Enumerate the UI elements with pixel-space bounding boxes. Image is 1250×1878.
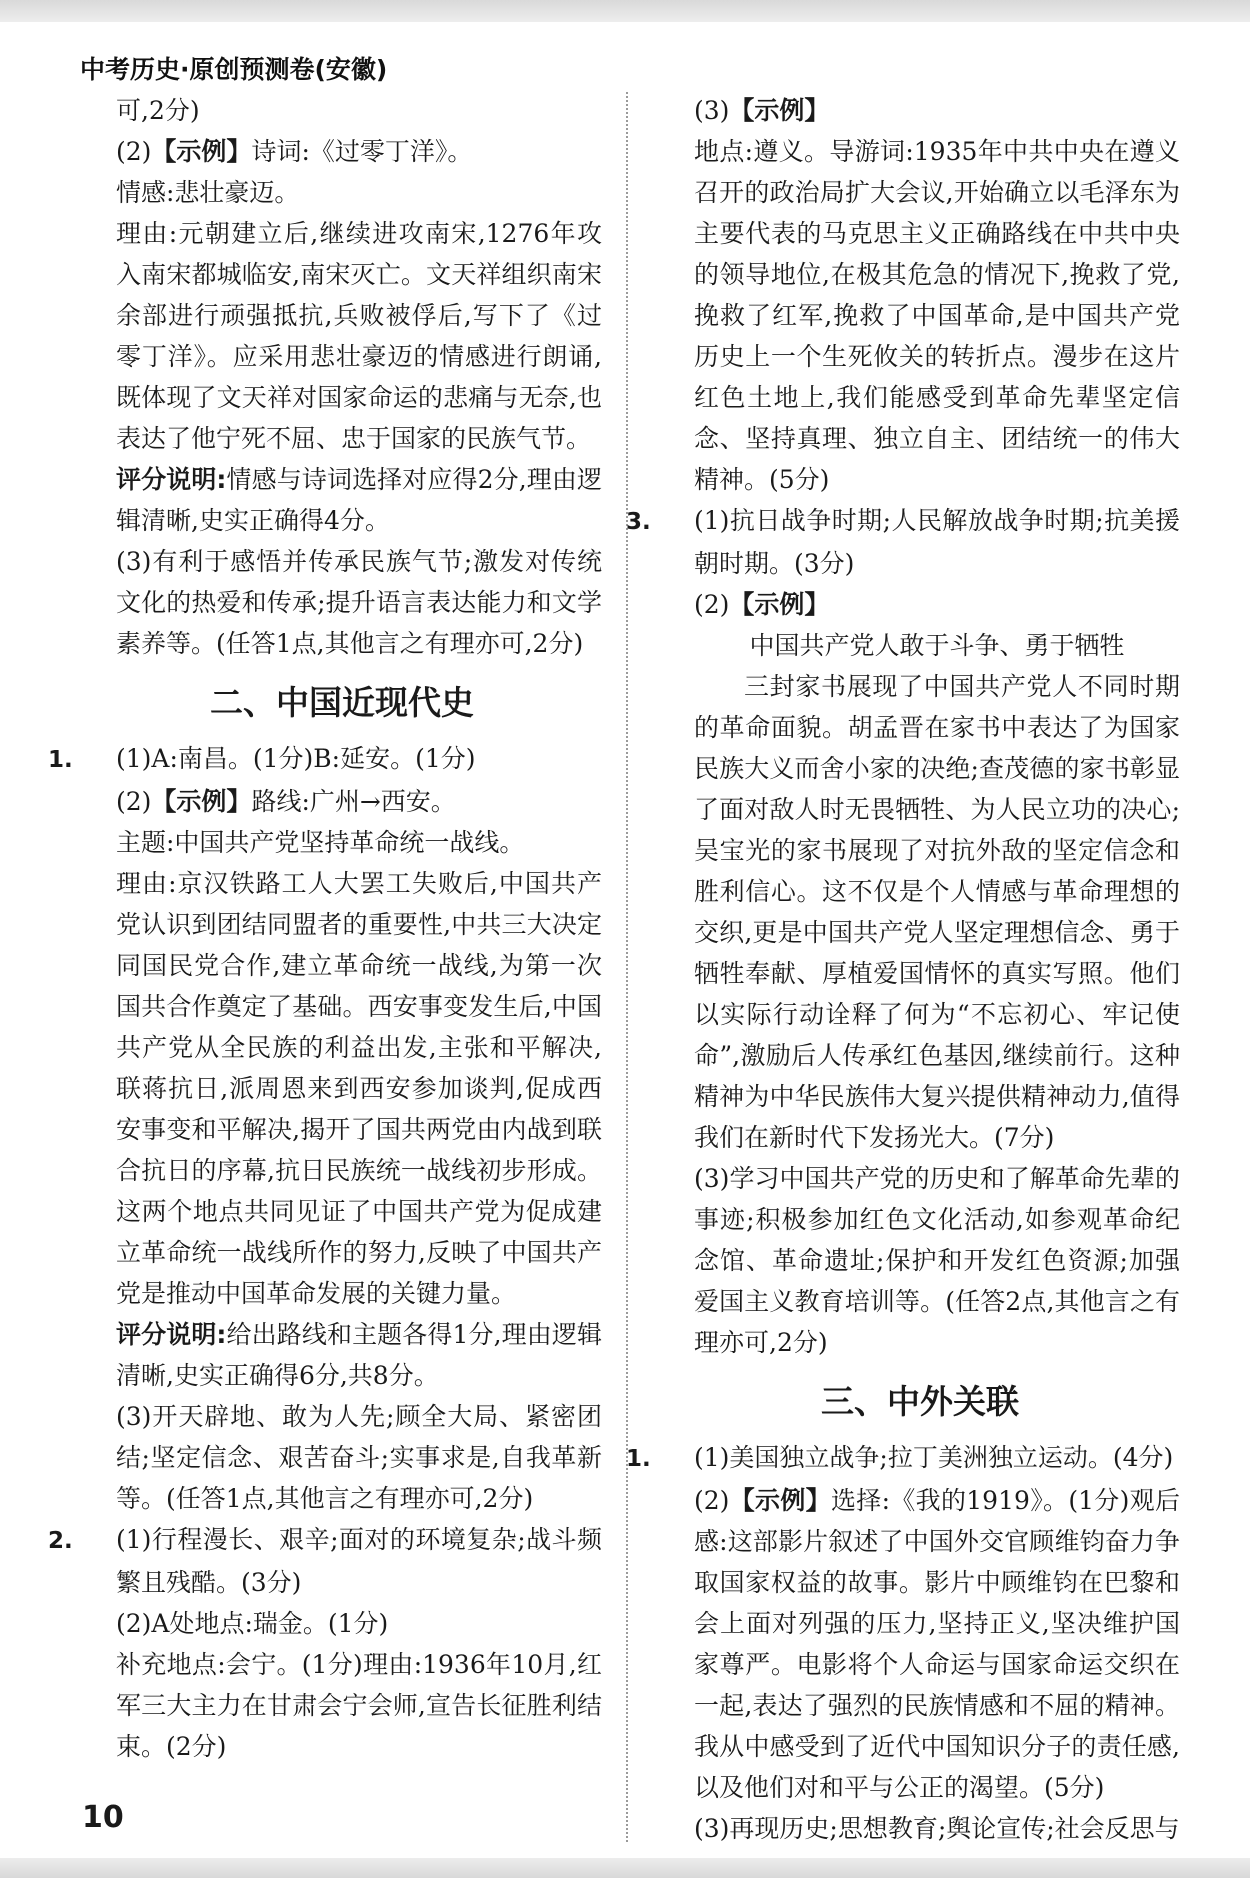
answer-line: (2)A处地点:瑞金。(1分) bbox=[116, 1609, 389, 1638]
answer-line: 主题:中国共产党坚持革命统一战线。 bbox=[116, 828, 525, 857]
answer-paragraph: 理由:京汉铁路工人大罢工失败后,中国共产党认识到团结同盟者的重要性,中共三大决定同国民党合作,建立革命统一战线,为第一次国共合作奠定了基础。西安事变发生后,中国共产党从全民族的利益出发,主张和平解决,联蒋抗日,派周恩来到西安参加谈判,促成西安事变和平解决,揭开了国共两党由内战到联合抗日的序幕,抗日民族统一战线初步形成。这两个地点共同见证了中国共产党为促成建立革命统一战线所作的努力,反映了中国共产党是推动中国革命发展的关键力量。 bbox=[116, 869, 602, 1308]
answer-paragraph: 理由:元朝建立后,继续进攻南宋,1276年攻入南宋都城临安,南宋灭亡。文天祥组织南宋余部进行顽强抵抗,兵败被俘后,写下了《过零丁洋》。应采用悲壮豪迈的情感进行朗诵,既体现了文天祥对国家命运的悲痛与无奈,也表达了他宁死不屈、忠于国家的民族气节。 bbox=[116, 219, 602, 453]
question-number: 3. bbox=[626, 509, 651, 535]
answer-paragraph: (2)【示例】选择:《我的1919》。(1分)观后感:这部影片叙述了中国外交官顾维钧奋力争取国家权益的故事。影片中顾维钧在巴黎和会上面对列强的压力,坚持正义,坚决维护国家尊严。电影将个人命运与国家命运交织在一起,表达了强烈的民族情感和不屈的精神。我从中感受到了近代中国知识分子的责任感,以及他们对和平与公正的渴望。(5分) bbox=[694, 1486, 1180, 1802]
page-number: 10 bbox=[82, 1800, 124, 1835]
answer-paragraph: (3)开天辟地、敢为人先;顾全大局、紧密团结;坚定信念、艰苦奋斗;实事求是,自我革新等。(任答1点,其他言之有理亦可,2分) bbox=[116, 1402, 602, 1513]
answer-line: (2)【示例】 bbox=[694, 590, 830, 619]
answer-line: (2)【示例】诗词:《过零丁洋》。 bbox=[116, 137, 473, 166]
bottom-scan-bar bbox=[0, 1858, 1250, 1878]
answer-paragraph: (3)有利于感悟并传承民族气节;激发对传统文化的热爱和传承;提升语言表达能力和文学素养等。(任答1点,其他言之有理亦可,2分) bbox=[116, 547, 602, 658]
question-number: 2. bbox=[48, 1528, 73, 1554]
answer-line: 可,2分) bbox=[116, 96, 200, 125]
scoring-note: 评分说明:给出路线和主题各得1分,理由逻辑清晰,史实正确得6分,共8分。 bbox=[116, 1320, 603, 1390]
question-item: 2. (1)行程漫长、艰辛;面对的环境复杂;战斗频繁且残酷。(3分) bbox=[82, 1519, 602, 1603]
right-column bbox=[626, 90, 1180, 1849]
answer-paragraph: 地点:遵义。导游词:1935年中共中央在遵义召开的政治局扩大会议,开始确立以毛泽东为主要代表的马克思主义正确路线在中共中央的领导地位,在极其危急的情况下,挽救了党,挽救了红军,挽救了中国革命,是中国共产党历史上一个生死攸关的转折点。漫步在这片红色土地上,我们能感受到革命先辈坚定信念、坚持真理、独立自主、团结统一的伟大精神。(5分) bbox=[694, 137, 1180, 494]
essay-paragraph: 三封家书展现了中国共产党人不同时期的革命面貌。胡孟晋在家书中表达了为国家民族大义而舍小家的决绝;查茂德的家书彰显了面对敌人时无畏牺牲、为人民立功的决心;吴宝光的家书展现了对抗外敌的坚定信念和胜利信心。这不仅是个人情感与革命理想的交织,更是中国共产党人坚定理想信念、勇于牺牲奉献、厚植爱国情怀的真实写照。他们以实际行动诠释了何为“不忘初心、牢记使命”,激励后人传承红色基因,继续前行。这种精神为中华民族伟大复兴提供精神动力,值得我们在新时代下发扬光大。(7分) bbox=[694, 672, 1180, 1152]
question-item: 1. (1)A:南昌。(1分)B:延安。(1分) bbox=[82, 738, 602, 781]
answer-paragraph: 补充地点:会宁。(1分)理由:1936年10月,红军三大主力在甘肃会宁会师,宣告长征胜利结束。(2分) bbox=[116, 1650, 602, 1761]
page-header: 中考历史·原创预测卷(安徽) bbox=[80, 55, 388, 84]
section-title: 二、中国近现代史 bbox=[210, 683, 474, 722]
question-item: 1. (1)美国独立战争;拉丁美洲独立运动。(4分) bbox=[660, 1437, 1180, 1480]
answer-line: 情感:悲壮豪迈。 bbox=[116, 178, 300, 207]
question-number: 1. bbox=[48, 747, 73, 773]
left-column bbox=[48, 90, 603, 1767]
answer-line: (3)【示例】 bbox=[694, 96, 830, 125]
section-title: 三、中外关联 bbox=[821, 1382, 1019, 1421]
answer-line: (2)【示例】路线:广州→西安。 bbox=[116, 787, 456, 816]
column-divider bbox=[626, 92, 628, 1842]
top-scan-bar bbox=[0, 0, 1250, 22]
answer-line: (3)再现历史;思想教育;舆论宣传;社会反思与 bbox=[694, 1814, 1180, 1843]
question-item: 3. (1)抗日战争时期;人民解放战争时期;抗美援朝时期。(3分) bbox=[660, 500, 1180, 584]
essay-title: 中国共产党人敢于斗争、勇于牺牲 bbox=[749, 631, 1125, 660]
question-number: 1. bbox=[626, 1446, 651, 1472]
scoring-note: 评分说明:情感与诗词选择对应得2分,理由逻辑清晰,史实正确得4分。 bbox=[116, 465, 603, 535]
answer-paragraph: (3)学习中国共产党的历史和了解革命先辈的事迹;积极参加红色文化活动,如参观革命纪念馆、革命遗址;保护和开发红色资源;加强爱国主义教育培训等。(任答2点,其他言之有理亦可,2分) bbox=[694, 1164, 1180, 1357]
